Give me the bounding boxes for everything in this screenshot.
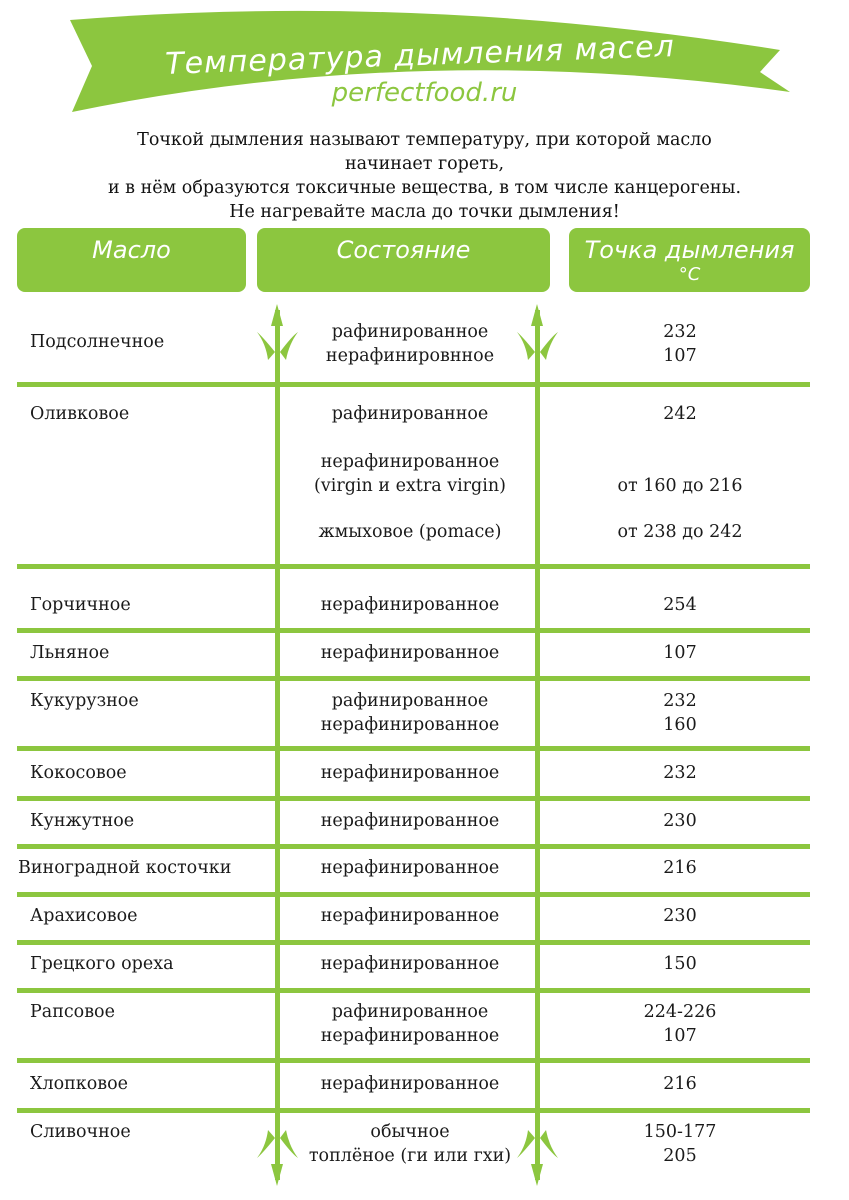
smoke-point: 230 (663, 906, 697, 926)
value-line: 107 (663, 346, 697, 366)
oil-name: Хлопковое (30, 1074, 128, 1094)
oil-name: Виноградной косточки (18, 858, 232, 878)
smoke-point: от 160 до 216 (617, 476, 743, 496)
oil-name: Кунжутное (30, 811, 135, 831)
smoke-point: 216 (663, 858, 697, 878)
oil-state: нерафинированное (320, 811, 500, 831)
oil-state: рафинированное (331, 404, 489, 424)
intro-line: Точкой дымления называют температуру, при которой масло (137, 130, 712, 150)
smoke-point: 230 (663, 811, 697, 831)
smoke-point: от 238 до 242 (617, 522, 743, 542)
site-url: perfectfood.ru (331, 78, 518, 108)
oil-state (280, 689, 540, 737)
smoke-point (560, 1000, 800, 1048)
header-state (257, 228, 550, 292)
oil-name: Оливковое (30, 404, 130, 424)
header-oil (17, 228, 246, 292)
oil-name: Рапсовое (30, 1002, 115, 1022)
smoke-point: 242 (663, 404, 697, 424)
smoke-point: 254 (663, 595, 697, 615)
oil-name: Горчичное (30, 595, 131, 615)
oil-state (280, 1120, 540, 1168)
intro-line: и в нём образуются токсичные вещества, в том числе канцерогены. (107, 178, 742, 198)
oil-state: нерафинированное (320, 858, 500, 878)
oil-name: Арахисовое (30, 906, 138, 926)
state-line: нерафинированное (320, 1026, 500, 1046)
table-grid (0, 290, 849, 1200)
value-line: 205 (663, 1146, 697, 1166)
header-state-label: Состояние (336, 236, 471, 264)
smoke-point (560, 689, 800, 737)
smoke-point (560, 1120, 800, 1168)
oil-name: Сливочное (30, 1122, 131, 1142)
value-line: 160 (663, 715, 697, 735)
value-line: 232 (663, 322, 697, 342)
header-smoke-label: Точка дымления (584, 236, 795, 264)
oil-name: Кокосовое (30, 763, 127, 783)
intro-line: начинает гореть, (344, 154, 505, 174)
state-line: рафинированное (331, 322, 489, 342)
header-unit: °C (678, 264, 701, 285)
state-line: рафинированное (331, 1002, 489, 1022)
state-line: рафинированное (331, 691, 489, 711)
oil-state: нерафинированное (320, 1074, 500, 1094)
oil-state (280, 1000, 540, 1048)
smoke-point: 107 (663, 643, 697, 663)
oil-name: Льняное (30, 643, 110, 663)
value-line: 107 (663, 1026, 697, 1046)
oil-state (280, 320, 540, 368)
oil-state: нерафинированное (320, 906, 500, 926)
smoke-point: 232 (663, 763, 697, 783)
state-line: (virgin и extra virgin) (314, 476, 506, 496)
oil-name: Грецкого ореха (30, 954, 174, 974)
oil-state: нерафинированное (320, 643, 500, 663)
oil-state: нерафинированное (320, 763, 500, 783)
header-smoke-point (569, 228, 810, 292)
value-line: 232 (663, 691, 697, 711)
oil-state (280, 450, 540, 498)
oil-name: Подсолнечное (30, 332, 165, 352)
oil-state: жмыховое (pomace) (318, 522, 502, 542)
value-line: 150-177 (643, 1122, 717, 1142)
oil-state: нерафинированное (320, 954, 500, 974)
column-stalks (257, 304, 558, 1186)
smoke-point: 150 (663, 954, 697, 974)
header-oil-label: Масло (92, 236, 171, 264)
oil-state: нерафинированное (320, 595, 500, 615)
smoke-point (560, 320, 800, 368)
state-line: обычное (370, 1122, 450, 1142)
state-line: нерафинировнное (325, 346, 495, 366)
state-line: нерафинированное (320, 452, 500, 472)
state-line: нерафинированное (320, 715, 500, 735)
value-line: 224-226 (643, 1002, 717, 1022)
page-title: Температура дымления масел (164, 29, 676, 82)
state-line: топлёное (ги или гхи) (308, 1146, 512, 1166)
smoke-point: 216 (663, 1074, 697, 1094)
intro-text (0, 128, 849, 224)
oil-name: Кукурузное (30, 691, 139, 711)
intro-line: Не нагревайте масла до точки дымления! (229, 202, 620, 222)
